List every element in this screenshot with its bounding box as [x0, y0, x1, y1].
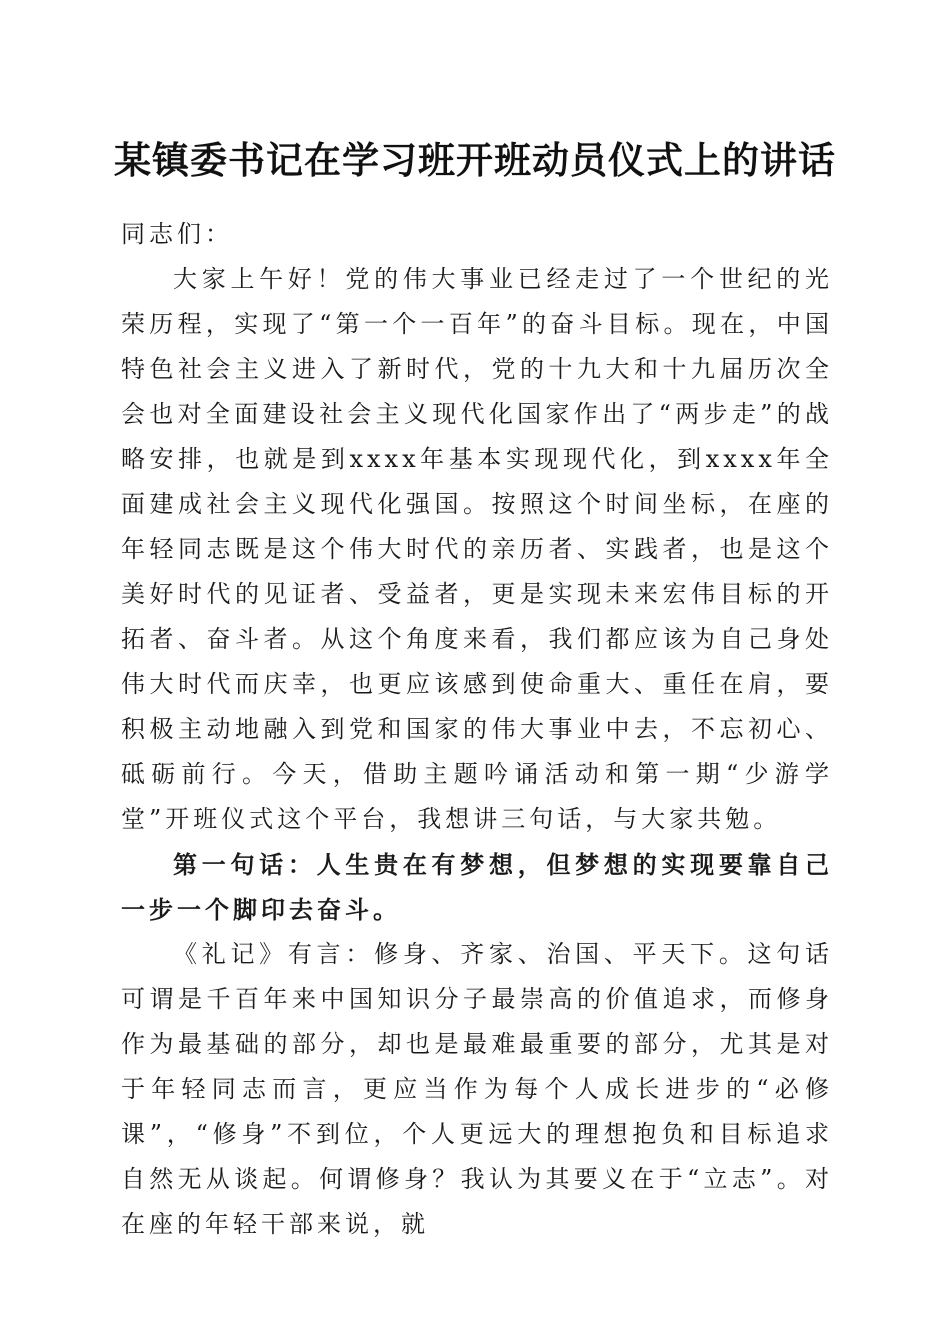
document-title: 某镇委书记在学习班开班动员仪式上的讲话	[114, 138, 836, 182]
paragraph-opening: 大家上午好！党的伟大事业已经走过了一个世纪的光荣历程，实现了“第一个一百年”的奋斗目标。现在，中国特色社会主义进入了新时代，党的十九大和十九届历次全会也对全面建设社会主义现代化国家作出了“两步走”的战略安排，也就是到xxxx年基本实现现代化，到xxxx年全面建成社会主义现代化强国。按照这个时间坐标，在座的年轻同志既是这个伟大时代的亲历者、实践者，也是这个美好时代的见证者、受益者，更是实现未来宏伟目标的开拓者、奋斗者。从这个角度来看，我们都应该为自己身处伟大时代而庆幸，也更应该感到使命重大、重任在肩，要积极主动地融入到党和国家的伟大事业中去，不忘初心、砥砺前行。今天，借助主题吟诵活动和第一期“少游学堂”开班仪式这个平台，我想讲三句话，与大家共勉。	[121, 265, 833, 833]
paragraph-self-cultivation: 《礼记》有言：修身、齐家、治国、平天下。这句话可谓是千百年来中国知识分子最崇高的价值追求，而修身作为最基础的部分，却也是最难最重要的部分，尤其是对于年轻同志而言，更应当作为每个人成长进步的“必修课”，“修身”不到位，个人更远大的理想抱负和目标追求自然无从谈起。何谓修身？我认为其要义在于“立志”。对在座的年轻干部来说，就	[121, 940, 833, 1238]
section-heading-first-point: 第一句话：人生贵在有梦想，但梦想的实现要靠自己一步一个脚印去奋斗。	[121, 850, 833, 924]
document-body	[121, 212, 833, 1247]
salutation: 同志们：	[121, 220, 233, 248]
